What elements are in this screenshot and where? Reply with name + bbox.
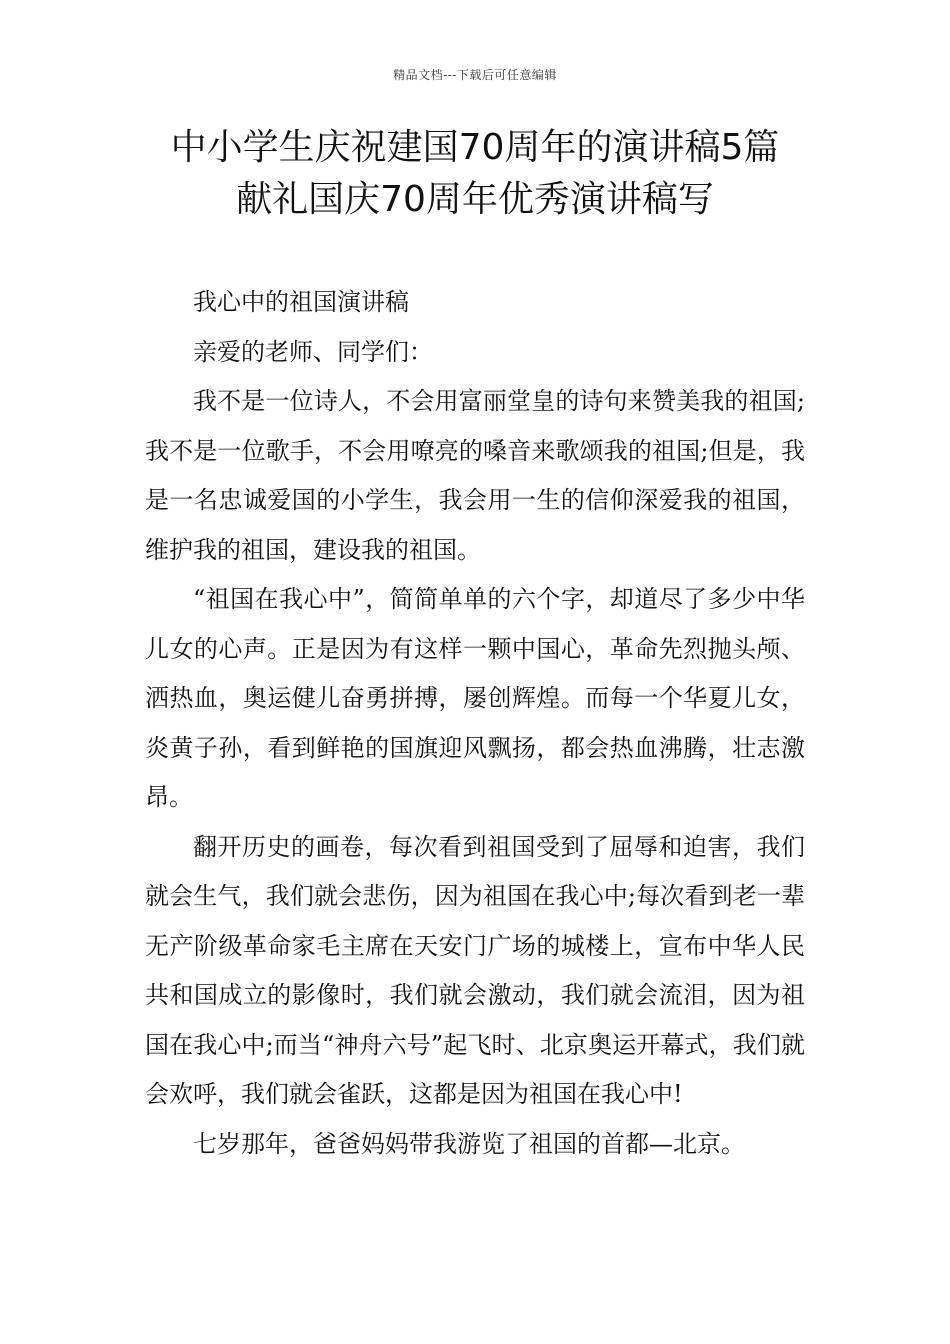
paragraph: “祖国在我心中”，简简单单的六个字，却道尽了多少中华儿女的心声。正是因为有这样一颗中国心，革命先烈抛头颅、洒热血，奥运健儿奋勇拼搏，屡创辉煌。而每一个华夏儿女，炎黄子孙，看到鲜艳的国旗迎风飘扬，都会热血沸腾，壮志激昂。: [145, 585, 805, 811]
paragraph-salutation: 亲爱的老师、同学们：: [193, 337, 433, 366]
document-title: [100, 122, 850, 226]
document-body: [145, 278, 805, 1169]
header-note: 精品文档---下载后可任意编辑: [393, 68, 557, 82]
paragraph: 翻开历史的画卷，每次看到祖国受到了屈辱和迫害，我们就会生气，我们就会悲伤，因为祖国在我心中;每次看到老一辈无产阶级革命家毛主席在天安门广场的城楼上，宣布中华人民共和国成立的影像时，我们就会激动，我们就会流泪，因为祖国在我心中;而当“神舟六号”起飞时、北京奥运开幕式，我们就会欢呼，我们就会雀跃，这都是因为祖国在我心中!: [145, 832, 805, 1108]
paragraph-speech-heading: 我心中的祖国演讲稿: [193, 288, 409, 316]
paragraph: 七岁那年，爸爸妈妈带我游览了祖国的首都—北京。: [193, 1129, 745, 1158]
title-line-1: 中小学生庆祝建国70周年的演讲稿5篇: [170, 127, 780, 168]
title-line-2: 献礼国庆70周年优秀演讲稿写: [236, 179, 714, 220]
paragraph: 我不是一位诗人，不会用富丽堂皇的诗句来赞美我的祖国;我不是一位歌手，不会用嘹亮的嗓音来歌颂我的祖国;但是，我是一名忠诚爱国的小学生，我会用一生的信仰深爱我的祖国，维护我的祖国，建设我的祖国。: [145, 387, 805, 564]
